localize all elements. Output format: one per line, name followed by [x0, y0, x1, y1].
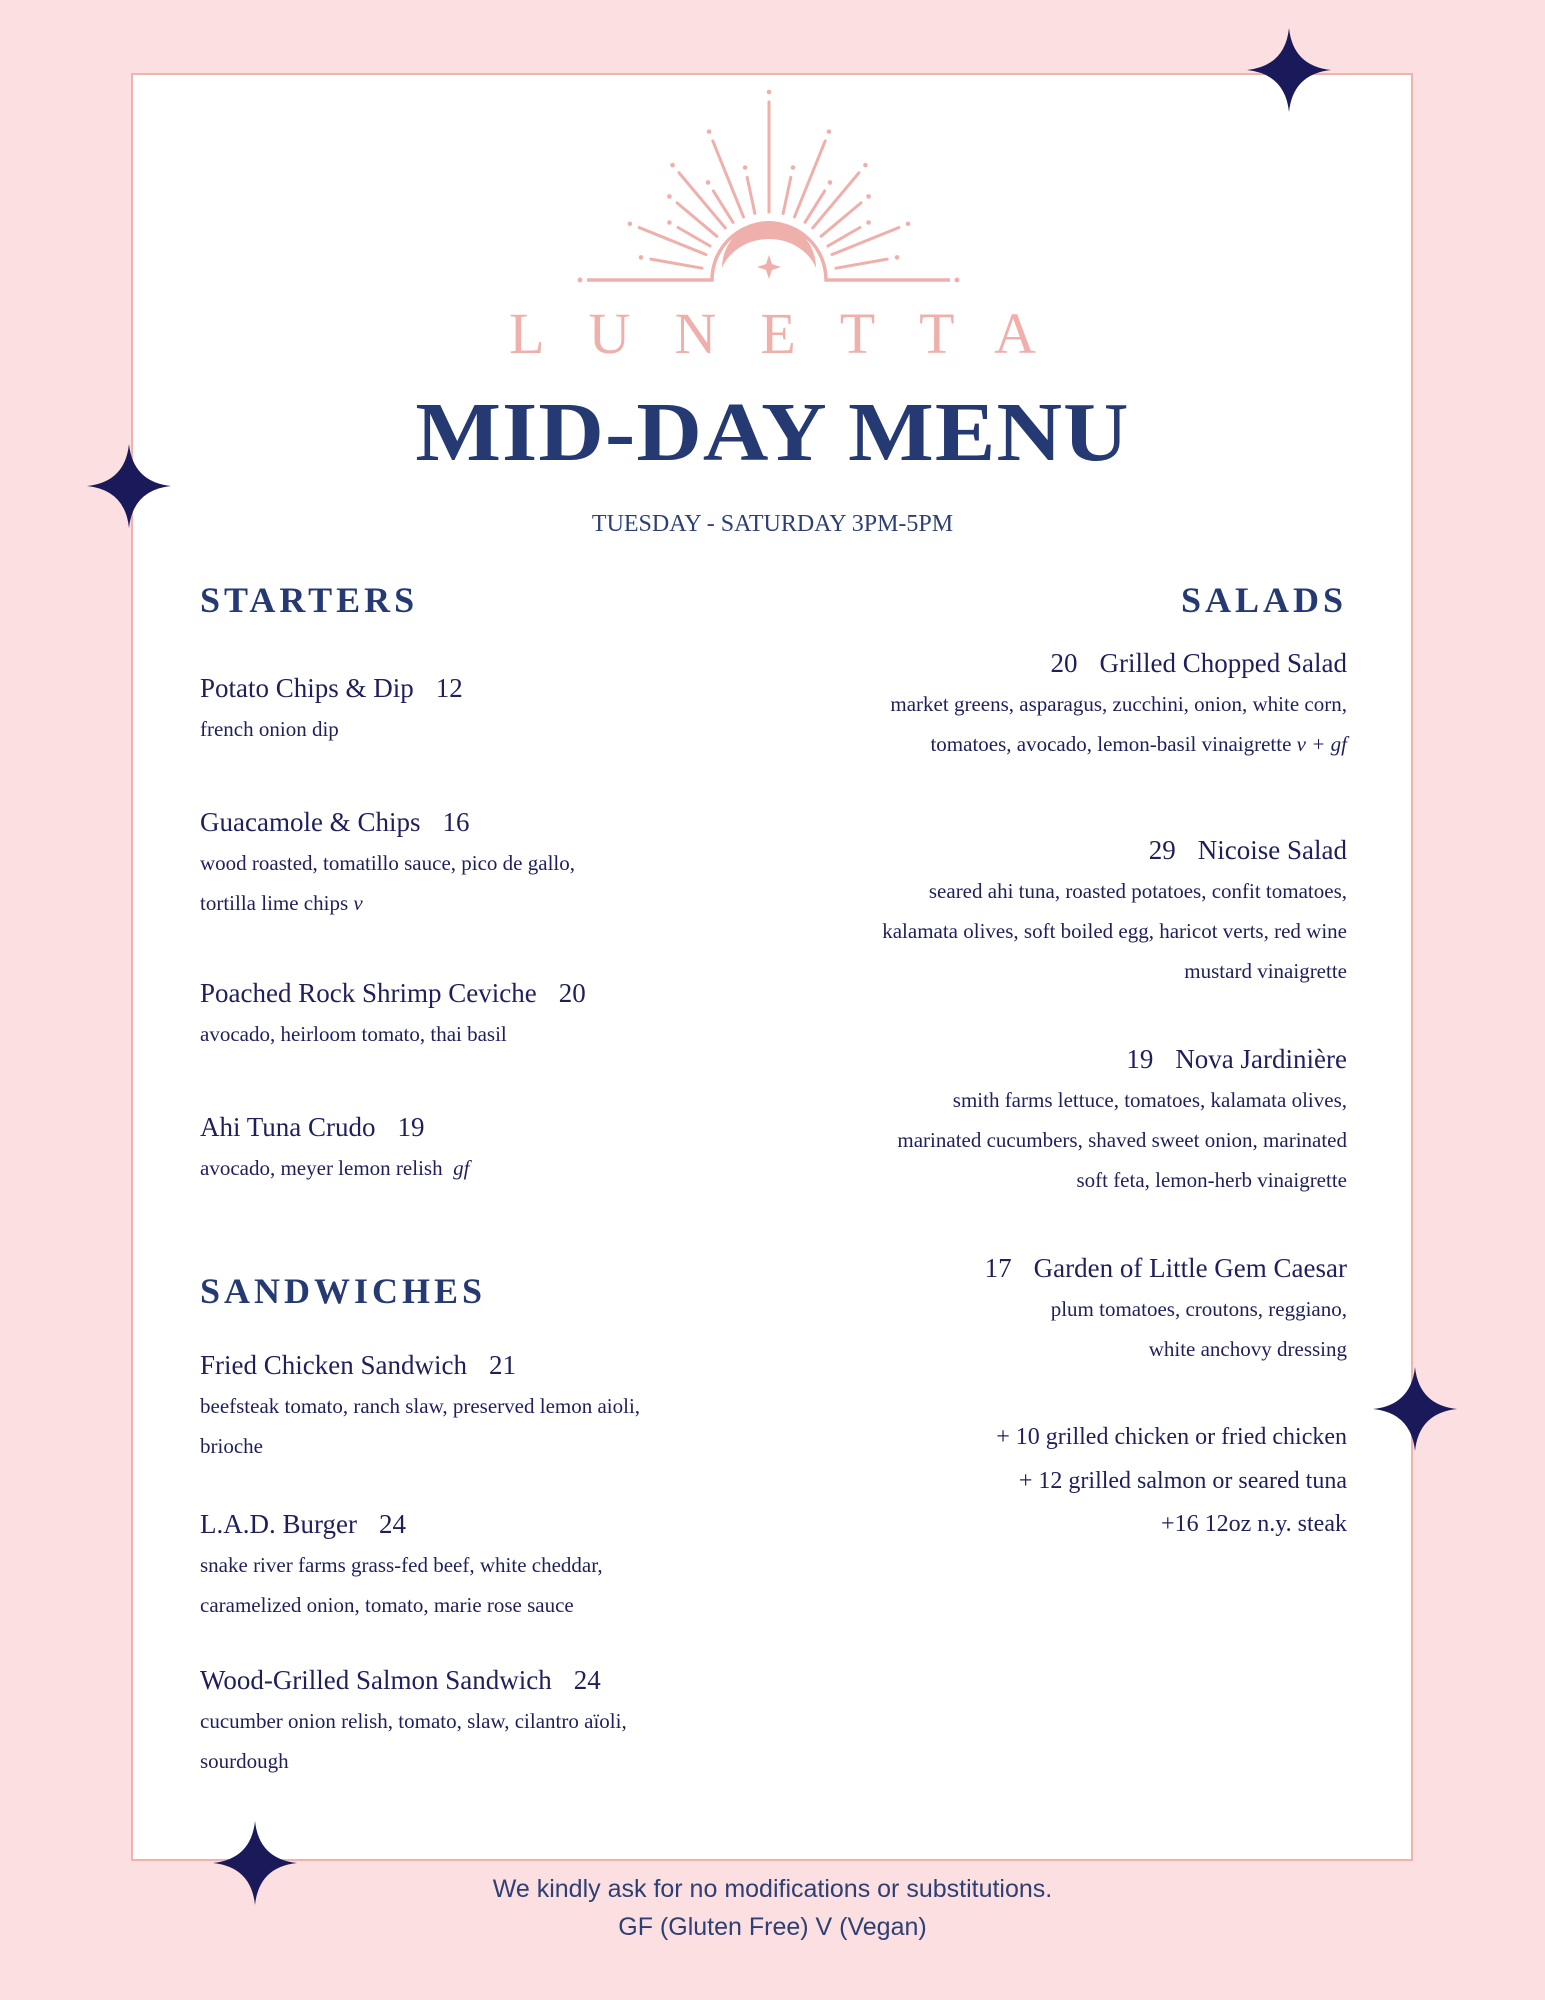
sun-ray-dot [866, 194, 871, 199]
sun-ray [828, 228, 860, 247]
item-description: sourdough [200, 1749, 289, 1773]
item-name: Guacamole & Chips [200, 807, 421, 837]
item-name: L.A.D. Burger [200, 1509, 357, 1539]
sun-ray-dot [667, 220, 672, 225]
item-description: brioche [200, 1434, 263, 1458]
sun-ray-dot [706, 180, 711, 185]
item-name: Nova Jardinière [1175, 1044, 1347, 1074]
item-name: Garden of Little Gem Caesar [1033, 1253, 1347, 1283]
item-description: cucumber onion relish, tomato, slaw, cilantro aïoli, [200, 1709, 627, 1733]
item-price: 19 [1126, 1044, 1154, 1074]
item-description: avocado, meyer lemon relish [200, 1156, 443, 1180]
sun-ray [678, 228, 710, 247]
menu-item [200, 1344, 760, 1466]
sun-ray [713, 141, 744, 217]
item-description: beefsteak tomato, ranch slaw, preserved lemon aioli, [200, 1394, 641, 1418]
sun-ray-dot [767, 90, 772, 95]
sparkle-star-icon [1373, 1367, 1457, 1451]
item-name: Grilled Chopped Salad [1099, 648, 1347, 678]
item-description: tortilla lime chips [200, 891, 349, 915]
dietary-tag: v [353, 891, 363, 915]
item-name: Ahi Tuna Crudo [200, 1112, 376, 1142]
dietary-tag: gf [453, 1156, 470, 1180]
sun-ray-dot [866, 220, 871, 225]
item-price: 24 [378, 1509, 406, 1539]
item-price: 21 [488, 1350, 516, 1380]
section-heading-starters: STARTERS [200, 580, 419, 620]
salad-addons [727, 1416, 1347, 1547]
footer-legend: GF (Gluten Free) V (Vegan) [618, 1913, 927, 1941]
menu-item [200, 801, 760, 923]
item-description: smith farms lettuce, tomatoes, kalamata olives, [952, 1088, 1347, 1112]
sun-ray-dot [828, 180, 833, 185]
sun-moon-logo-icon [572, 86, 972, 296]
sun-ray-dot [863, 163, 868, 168]
menu-item [200, 1106, 760, 1188]
item-description: mustard vinaigrette [1184, 959, 1347, 983]
sun-ray-dot [667, 194, 672, 199]
footer-note: We kindly ask for no modifications or substitutions. [492, 1875, 1053, 1903]
item-description: soft feta, lemon-herb vinaigrette [1076, 1168, 1347, 1192]
item-description: french onion dip [200, 717, 339, 741]
item-description: market greens, asparagus, zucchini, onion, white corn, [890, 692, 1347, 716]
menu-item [727, 642, 1347, 764]
item-price: 29 [1148, 835, 1176, 865]
menu-item [200, 1503, 760, 1625]
item-description: wood roasted, tomatillo sauce, pico de gallo, [200, 851, 575, 875]
dietary-tag: v + gf [1296, 732, 1347, 756]
sun-ray-dot [670, 163, 675, 168]
sparkle-star-icon [1247, 28, 1331, 112]
item-name: Nicoise Salad [1197, 835, 1347, 865]
item-description: avocado, heirloom tomato, thai basil [200, 1022, 507, 1046]
item-description: kalamata olives, soft boiled egg, haricot verts, red wine [882, 919, 1347, 943]
brand-name: LUNETTA [509, 301, 1080, 366]
sun-ray [832, 228, 899, 255]
item-description: snake river farms grass-fed beef, white cheddar, [200, 1553, 603, 1577]
item-description: white anchovy dressing [1148, 1337, 1347, 1361]
menu-item [200, 1659, 760, 1781]
hours-subtitle: TUESDAY - SATURDAY 3PM-5PM [591, 511, 954, 537]
item-description: plum tomatoes, croutons, reggiano, [1050, 1297, 1347, 1321]
sun-ray [747, 177, 755, 213]
item-price: 20 [558, 978, 586, 1008]
item-name: Fried Chicken Sandwich [200, 1350, 467, 1380]
sun-ray-dot [827, 129, 832, 134]
item-description: caramelized onion, tomato, marie rose sauce [200, 1593, 574, 1617]
item-name: Wood-Grilled Salmon Sandwich [200, 1665, 552, 1695]
sun-ray [639, 228, 706, 255]
item-price: 12 [435, 673, 463, 703]
page-title: MID-DAY MENU [415, 386, 1130, 479]
menu-item [200, 667, 760, 749]
item-description: marinated cucumbers, shaved sweet onion, marinated [897, 1128, 1347, 1152]
sun-ray-dot [791, 165, 796, 170]
section-heading-sandwiches: SANDWICHES [200, 1271, 487, 1311]
item-description: seared ahi tuna, roasted potatoes, confit tomatoes, [928, 879, 1347, 903]
sun-ray [794, 141, 825, 217]
item-name: Poached Rock Shrimp Ceviche [200, 978, 537, 1008]
sun-ray-dot [906, 222, 911, 227]
sun-ray-dot [628, 222, 633, 227]
item-price: 24 [573, 1665, 601, 1695]
sun-ray-dot [895, 255, 900, 260]
item-name: Potato Chips & Dip [200, 673, 414, 703]
item-price: 17 [984, 1253, 1012, 1283]
item-price: 19 [397, 1112, 425, 1142]
sun-ray [651, 259, 702, 268]
menu-item [727, 1247, 1347, 1369]
menu-item [200, 972, 760, 1054]
item-description: tomatoes, avocado, lemon-basil vinaigrette [930, 732, 1292, 756]
addon-option: +16 12oz n.y. steak [1161, 1511, 1347, 1537]
item-price: 16 [442, 807, 470, 837]
sun-ray-dot [743, 165, 748, 170]
sun-ray-dot [707, 129, 712, 134]
menu-item [727, 1038, 1347, 1200]
addon-option: + 10 grilled chicken or fried chicken [996, 1424, 1347, 1450]
item-price: 20 [1050, 648, 1078, 678]
section-heading-salads: SALADS [1180, 580, 1347, 620]
sun-ray [836, 259, 887, 268]
sun-ray-dot [639, 255, 644, 260]
menu-item [727, 829, 1347, 991]
addon-option: + 12 grilled salmon or seared tuna [1018, 1467, 1347, 1494]
sun-ray [783, 177, 791, 213]
